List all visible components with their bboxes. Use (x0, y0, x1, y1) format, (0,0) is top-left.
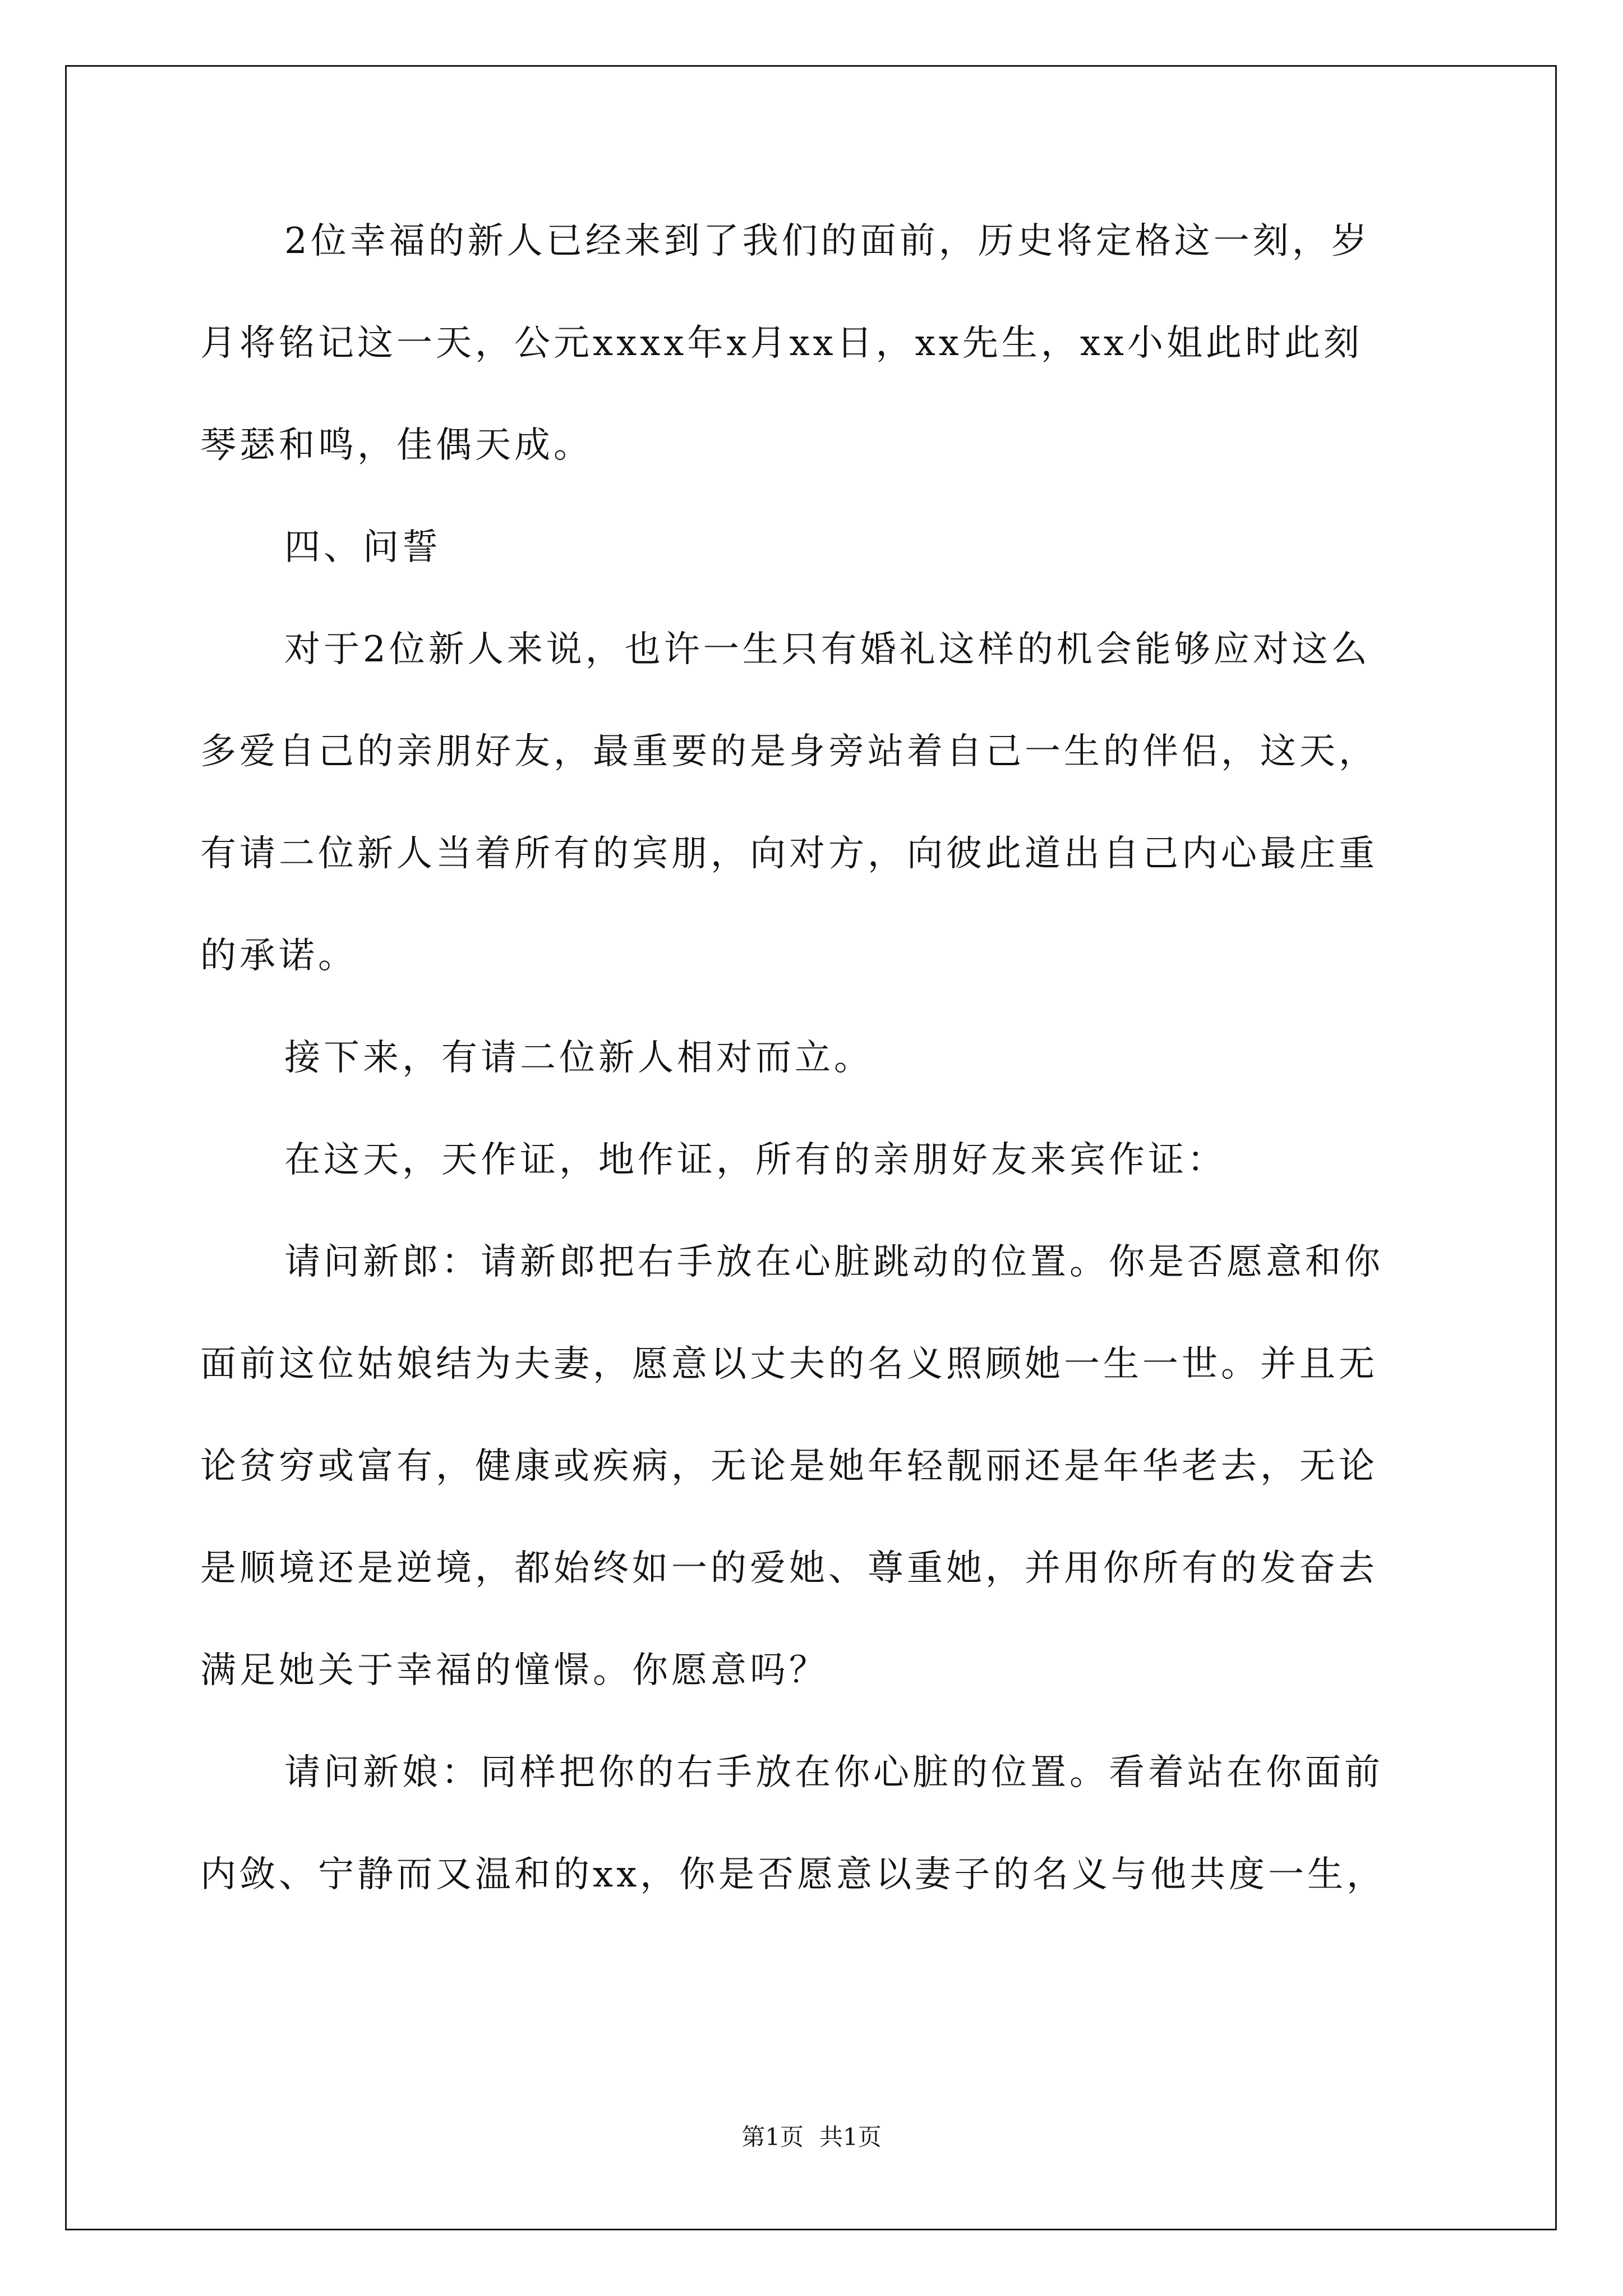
paragraph-line: 面前这位姑娘结为夫妻，愿意以丈夫的名义照顾她一生一世。并且无 (200, 1343, 1378, 1385)
paragraph-line: 满足她关于幸福的憧憬。你愿意吗？ (200, 1650, 828, 1691)
paragraph-line: 是顺境还是逆境，都始终如一的爱她、尊重她，并用你所有的发奋去 (200, 1548, 1378, 1589)
paragraph-line: 请问新娘：同样把你的右手放在你心脏的位置。看着站在你面前 (284, 1752, 1384, 1793)
page-total: 共1页 (819, 2123, 882, 2151)
paragraph-line: 月将铭记这一天，公元xxxx年x月xx日，xx先生，xx小姐此时此刻 (200, 323, 1363, 364)
page-number: 第1页 (741, 2123, 804, 2151)
page-footer (0, 2120, 1623, 2154)
paragraph-line: 论贫穷或富有，健康或疾病，无论是她年轻靓丽还是年华老去，无论 (200, 1446, 1378, 1487)
paragraph-line: 的承诺。 (200, 935, 357, 977)
paragraph-line: 请问新郎：请新郎把右手放在心脏跳动的位置。你是否愿意和你 (284, 1241, 1384, 1283)
paragraph-line: 2位幸福的新人已经来到了我们的面前，历史将定格这一刻，岁 (284, 220, 1371, 262)
paragraph-line: 琴瑟和鸣，佳偶天成。 (200, 425, 593, 466)
paragraph-line: 内敛、宁静而又温和的xx，你是否愿意以妻子的名义与他共度一生， (200, 1854, 1386, 1895)
section-heading: 四、问誓 (284, 527, 441, 568)
paragraph-line: 多爱自己的亲朋好友，最重要的是身旁站着自己一生的伴侣，这天， (200, 731, 1378, 772)
paragraph-line: 对于2位新人来说，也许一生只有婚礼这样的机会能够应对这么 (284, 629, 1371, 670)
paragraph-line: 在这天，天作证，地作证，所有的亲朋好友来宾作证： (284, 1139, 1227, 1181)
paragraph-line: 接下来，有请二位新人相对而立。 (284, 1037, 873, 1079)
paragraph-line: 有请二位新人当着所有的宾朋，向对方，向彼此道出自己内心最庄重 (200, 833, 1378, 875)
